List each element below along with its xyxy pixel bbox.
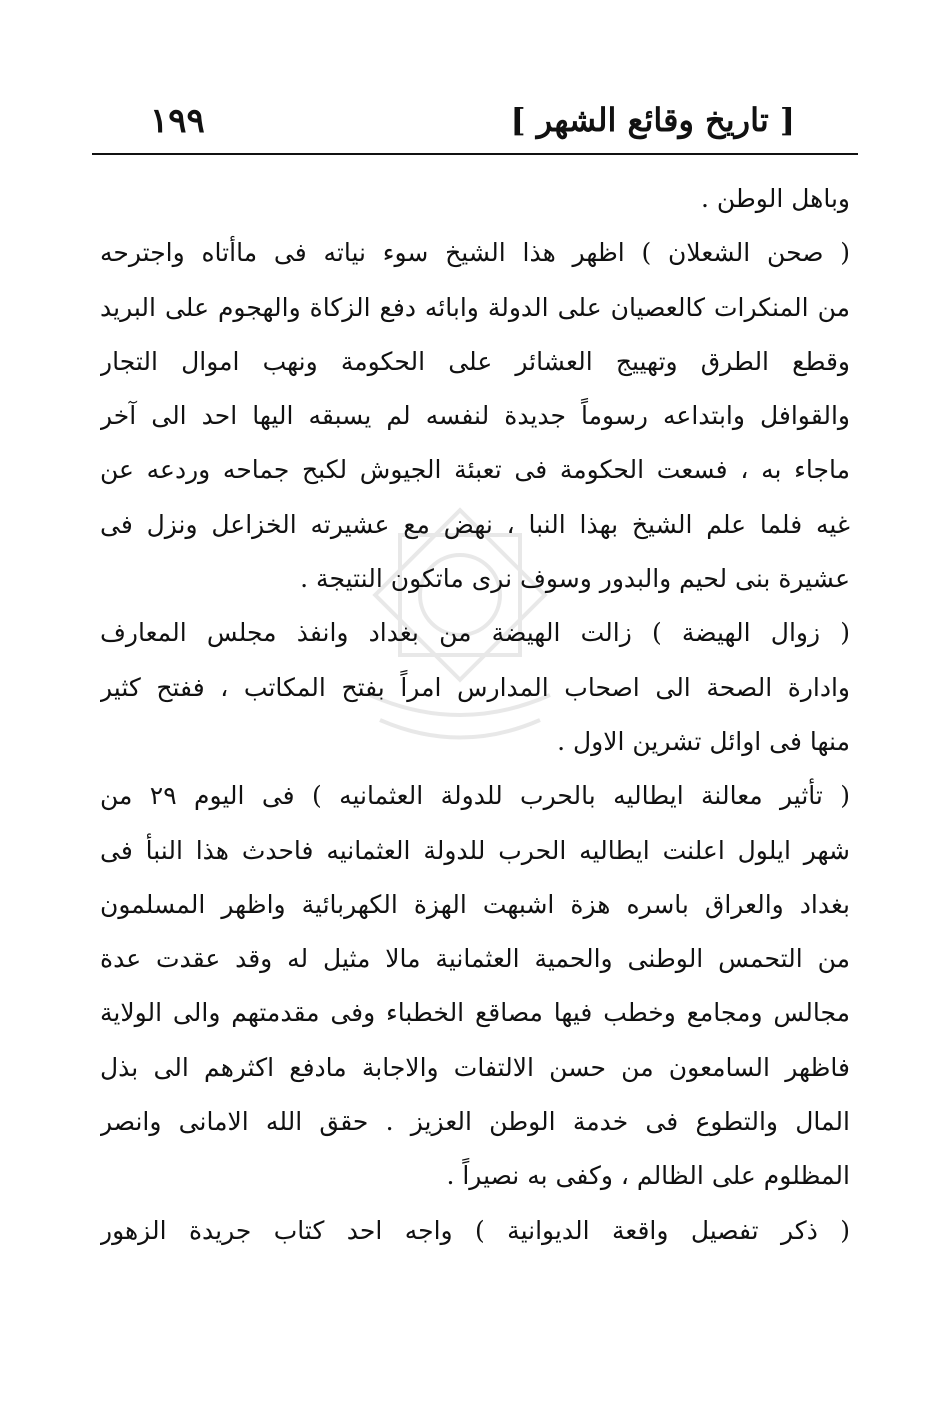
- body-text: [100, 172, 850, 1258]
- text-line: وباهل الوطن .: [700, 184, 850, 213]
- text-line: ( زوال الهيضة ) زالت الهيضة من بغداد وانفذ مجلس المعارف: [100, 618, 850, 648]
- header-rule: [92, 153, 858, 155]
- text-line: من التحمس الوطنى والحمية العثمانية مالا مثيل له وقد عقدت عدة: [100, 944, 850, 974]
- text-line: فاظهر السامعون من حسن الالتفات والاجابة مادفع اكثرهم الى بذل: [100, 1052, 850, 1082]
- text-line: ( صحن الشعلان ) اظهر هذا الشيخ سوء نياته فى ماأتاه واجترحه: [100, 238, 850, 268]
- text-line: المال والتطوع فى خدمة الوطن العزيز . حقق الله الامانى وانصر: [100, 1107, 850, 1137]
- text-line: غيه فلما علم الشيخ بهذا النبا ، نهض مع عشيرته الخزاعل ونزل فى: [100, 509, 850, 539]
- text-line: شهر ايلول اعلنت ايطاليه الحرب للدولة العثمانيه فاحدث هذا النبأ فى: [100, 835, 850, 865]
- text-line: وادارة الصحة الى اصحاب المدارس امراً بفتح المكاتب ، ففتح كثير: [100, 672, 850, 702]
- running-title: [ تاريخ وقائع الشهر ]: [510, 101, 795, 139]
- text-line: عشيرة بنى لحيم والبدور وسوف نرى ماتكون النتيجة .: [300, 564, 850, 594]
- text-line: بغداد والعراق باسره هزة اشبهت الهزة الكهربائية واظهر المسلمون: [100, 889, 850, 919]
- text-line: ( ذكر تفصيل واقعة الديوانية ) واجه احد كتاب جريدة الزهور: [100, 1215, 850, 1245]
- text-line: المظلوم على الظالم ، وكفى به نصيراً .: [446, 1161, 850, 1191]
- text-line: ماجاء به ، فسعت الحكومة فى تعبئة الجيوش لكبح جماحه وردعه عن: [100, 455, 850, 485]
- text-line: منها فى اوائل تشرين الاول .: [557, 726, 850, 756]
- running-header: [95, 95, 855, 155]
- text-line: والقوافل وابتداعه رسوماً جديدة لنفسه لم يسبقه اليها احد الى آخر: [100, 401, 850, 431]
- text-line: مجالس ومجامع وخطب فيها مصاقع الخطباء وفى مقدمتهم والى الولاية: [100, 998, 850, 1028]
- text-line: وقطع الطرق وتهييج العشائر على الحكومة ونهب اموال التجار: [100, 346, 850, 376]
- text-line: ( تأثير معالنة ايطاليه بالحرب للدولة العثمانيه ) فى اليوم ٢٩ من: [100, 781, 850, 811]
- text-line: من المنكرات كالعصيان على الدولة وابائه دفع الزكاة والهجوم على البريد: [100, 292, 850, 322]
- page-number: ١٩٩: [150, 101, 205, 141]
